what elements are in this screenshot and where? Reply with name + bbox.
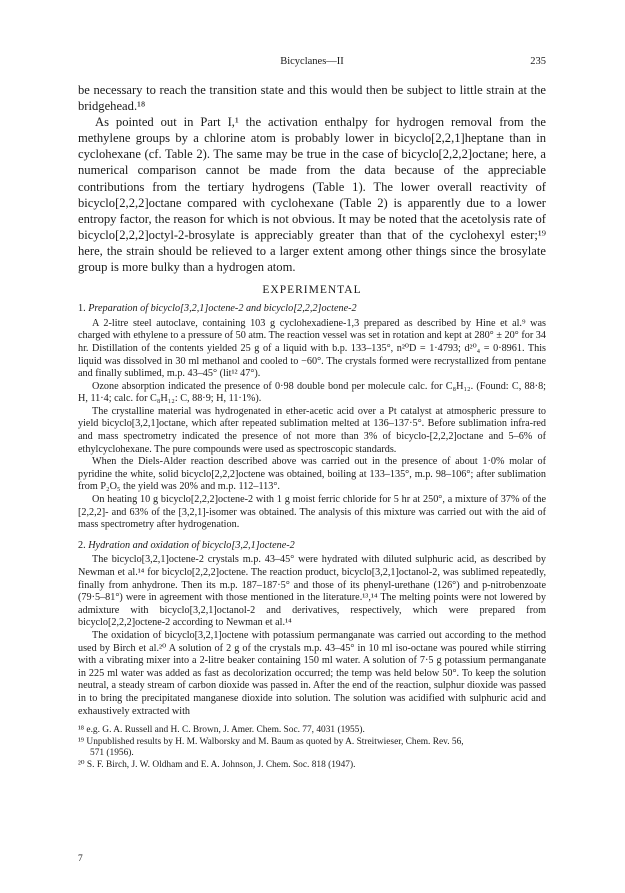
main-content <box>78 82 546 772</box>
footnote-continuation: 571 (1956). <box>90 748 134 759</box>
paragraph: be necessary to reach the transition state and this would then be subject to little strain at the bridgehead.¹⁸ <box>78 83 546 114</box>
running-header <box>78 56 546 70</box>
paragraph: When the Diels-Alder reaction described above was carried out in the presence of about 1·0% molar of pyridine the white, solid bicyclo[2,2,2]octene was obtained, boiling at 133–135°, m.p. 98–106°; after sublimation from P₂O₅ the yield was 20% and m.p. 112–113°. <box>78 456 546 493</box>
experimental-text <box>78 303 546 718</box>
paragraph: The bicyclo[3,2,1]octene-2 crystals m.p. 43–45° were hydrated with diluted sulphuric acid, as described by Newman et al.¹⁴ for bicyclo[2,2,2]octene. The reaction product, bicyclo[3,2,1]octanol-2, was sublimed repeatedly, finally from anhydrone. Then its m.p. 187–187·5° and those of its phenyl-urethane (126°) and p-nitrobenzoate (79·5–81°) were in agreement with those mentioned in the literature.¹³,¹⁴ The melting points were not lowered by admixture with bicyclo[3,2,1]octanol-2 and derivatives, respectively, which were prepared from bicyclo[2,2,2]octene-2 according to Newman et al.¹⁴ <box>78 554 546 629</box>
page-number: 235 <box>530 56 546 67</box>
paragraph: As pointed out in Part I,¹ the activation enthalpy for hydrogen removal from the methylene groups by a chlorine atom is probably lower in bicyclo[2,2,1]heptane than in cyclohexane (cf. Table 2). The same may be true in the case of bicyclo[2,2,2]octane; here, a numerical comparison cannot be made from the data because of the appreciable contributions from the tertiary hydrogens (Table 1). The lower overall reactivity of bicyclo[2,2,2]octane compared with cyclohexane (Table 2) is apparently due to a lower entropy factor, the reason for which is not obvious. It may be noted that the acetolysis rate of bicyclo[2,2,2]octyl-2-brosylate is appreciably greater than that of the cyclohexyl ester;¹⁹ here, the strain should be relieved to a larger extent among other things since the brosylate group is more bulky than a hydrogen atom. <box>78 115 546 275</box>
intro-text <box>78 82 546 275</box>
subsection-number: 1. <box>78 303 86 315</box>
footnote: ²⁰ S. F. Birch, J. W. Oldham and E. A. Johnson, J. Chem. Soc. 818 (1947). <box>78 759 356 770</box>
paragraph: On heating 10 g bicyclo[2,2,2]octene-2 with 1 g moist ferric chloride for 5 hr at 250°, a mixture of 37% of the [2,2,2]- and 63% of the [3,2,1]-isomer was obtained. The analysis of this mixture was carried out with the aid of mass spectrometry after hydrogenation. <box>78 494 546 531</box>
signature-mark: 7 <box>78 854 83 864</box>
subsection-title: Preparation of bicyclo[3,2,1]octene-2 and bicyclo[2,2,2]octene-2 <box>88 303 357 315</box>
paragraph: Ozone absorption indicated the presence of 0·98 double bond per molecule calc. for C₈H₁₂. (Found: C, 88·8; H, 11·4; calc. for C₈H₁₂: C, 88·9; H, 11·1%). <box>78 380 546 405</box>
subsection-number: 2. <box>78 539 86 551</box>
footnote: ¹⁸ e.g. G. A. Russell and H. C. Brown, J. Amer. Chem. Soc. 77, 4031 (1955). <box>78 725 365 736</box>
subsection-heading <box>78 303 546 316</box>
paragraph: A 2-litre steel autoclave, containing 103 g cyclohexadiene-1,3 prepared as described by Hine et al.⁹ was charged with ethylene to a pressure of 50 atm. The reaction vessel was set in rotation and kept at 280° ± 20° for 34 hr. Distillation of the contents yielded 25 g of a liquid with b.p. 133–135°, n²⁰D = 1·4793; d²⁰₄ = 0·8961. This liquid was dissolved in 30 ml methanol and cooled to −60°. The crystals formed were recrystallized from pentane and finally sublimed, m.p. 43–45° (lit¹² 47°). <box>78 317 546 380</box>
paragraph: The oxidation of bicyclo[3,2,1]octene with potassium permanganate was carried out according to the method used by Birch et al.²⁰ A solution of 2 g of the crystals m.p. 43–45° in 10 ml iso-octane was poured while stirring with a vibrating mixer into a 2-litre beaker containing 150 ml water. A solution of 7·5 g potassium permanganate in 225 ml water was added as fast as decolorization occurred; the temp was held below 50°. To keep the solution neutral, a steady stream of carbon dioxide was passed in. After the end of the reaction, sulphur dioxide was passed in to bring the precipitated manganese dioxide into solution. The solution was acidified with sulphuric acid and exhaustively extracted with <box>78 629 546 717</box>
footnotes <box>78 725 546 771</box>
paragraph: The crystalline material was hydrogenated in ether-acetic acid over a Pt catalyst at atmospheric pressure to yield bicyclo[3,2,1]octane, which after repeated sublimation melted at 136–137·5°. Before sublimation infra-red and mass spectrometry indicated the presence of not more than 3% of bicyclo-[2,2,2]octane and 5–6% of ethylcyclohexane. The pure compounds were used as spectroscopic standards. <box>78 405 546 455</box>
section-heading: EXPERIMENTAL <box>262 284 362 297</box>
running-title: Bicyclanes—II <box>280 56 344 67</box>
subsection-title: Hydration and oxidation of bicyclo[3,2,1]octene-2 <box>88 539 295 551</box>
subsection-heading <box>78 540 546 553</box>
footnote: ¹⁹ Unpublished results by H. M. Walborsky and M. Baum as quoted by A. Streitwieser, Chem. Rev. 56, <box>78 736 464 747</box>
